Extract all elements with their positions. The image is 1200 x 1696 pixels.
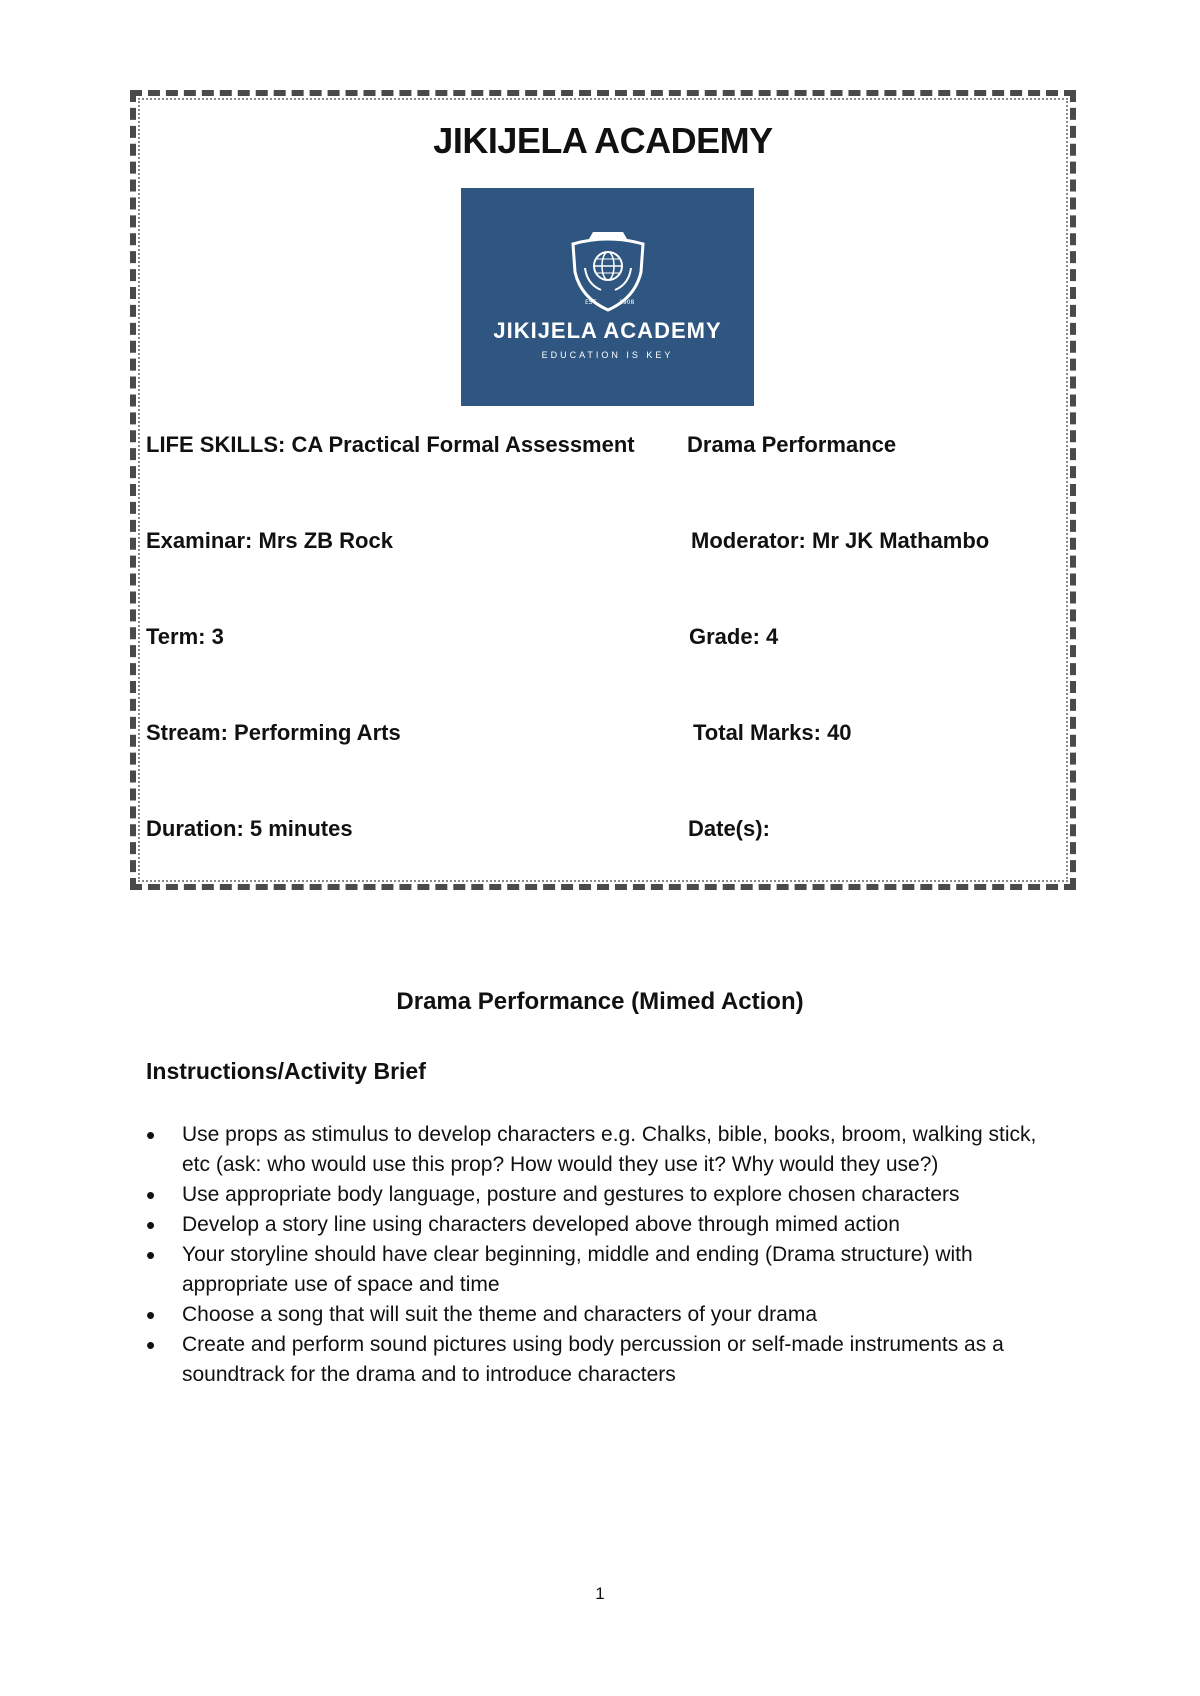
school-name-title: JIKIJELA ACADEMY xyxy=(433,120,773,161)
instructions-heading: Instructions/Activity Brief xyxy=(146,1058,426,1084)
school-logo xyxy=(461,188,754,406)
term-label: Term: 3 xyxy=(146,624,224,649)
section-title: Drama Performance (Mimed Action) xyxy=(396,988,804,1015)
moderator-label: Moderator: Mr JK Mathambo xyxy=(691,528,990,553)
subject-label: LIFE SKILLS: CA Practical Formal Assessment xyxy=(146,432,635,457)
list-item: • Create and perform sound pictures using body percussion or self-made instruments as a soundtrack for the drama and to introduce characters xyxy=(146,1330,1066,1390)
cover-border xyxy=(130,90,1076,890)
page-number: 1 xyxy=(595,1584,605,1603)
examiner-label: Examinar: Mrs ZB Rock xyxy=(146,528,393,553)
list-item: • Use props as stimulus to develop characters e.g. Chalks, bible, books, broom, walking stick, etc (ask: who would use this prop? How would they use it? Why would they use?) xyxy=(146,1120,1066,1180)
logo-school-name: JIKIJELA ACADEMY xyxy=(493,318,722,343)
grade-label: Grade: 4 xyxy=(689,624,779,649)
dates-label: Date(s): xyxy=(688,816,770,841)
list-item: • Your storyline should have clear beginning, middle and ending (Drama structure) with appropriate use of space and time xyxy=(146,1240,1066,1300)
stream-label: Stream: Performing Arts xyxy=(146,720,401,745)
logo-motto: EDUCATION IS KEY xyxy=(541,350,674,360)
duration-label: Duration: 5 minutes xyxy=(146,816,353,841)
total-marks-label: Total Marks: 40 xyxy=(693,720,852,745)
logo-est-label: EST. xyxy=(585,299,598,306)
list-item: • Use appropriate body language, posture and gestures to explore chosen characters xyxy=(146,1180,1066,1210)
shield-globe-crest-icon xyxy=(555,228,661,318)
assessment-type-label: Drama Performance xyxy=(687,432,897,457)
list-item: • Choose a song that will suit the theme and characters of your drama xyxy=(146,1300,1066,1330)
list-item: • Develop a story line using characters developed above through mimed action xyxy=(146,1210,1066,1240)
logo-est-year: 1908 xyxy=(619,299,635,306)
instructions-list xyxy=(146,1120,1066,1390)
